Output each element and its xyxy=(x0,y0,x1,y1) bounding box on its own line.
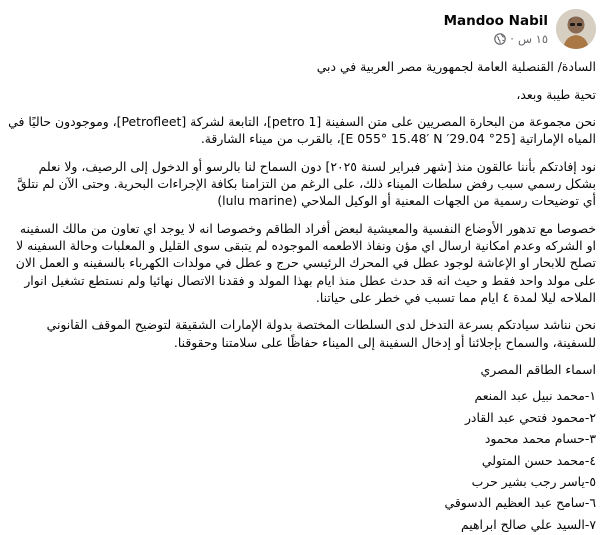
greeting-line: تحية طيبة وبعد، xyxy=(516,86,596,102)
stuck-paragraph: نود إفادتكم بأننا عالقون منذ [شهر فبراير لسنة ٢٠٢٥] دون السماح لنا بالرسو أو الدخول إلى الرصيف، ولا نعلم بشكل رسمي سبب رفض سلطات الميناء ذلك، على الرغم من التزامنا بكافة الإجراءات البحرية. وحتى الآن لم نتلقَّ أي توضيحات رسمية من الجهات المعنية أو الوكيل الملاحي (lulu marine) xyxy=(16,158,596,209)
globe-icon xyxy=(494,33,506,45)
list-item: ٢-محمود فتحي عبد القادر xyxy=(464,409,596,425)
post-header xyxy=(444,9,596,49)
post-meta xyxy=(494,31,548,47)
list-item: ١-محمد نبيل عبد المنعم xyxy=(474,388,596,404)
author-name[interactable]: Mandoo Nabil xyxy=(443,12,548,29)
list-item: ٣-حسام محمد محمود xyxy=(484,431,596,447)
author-block xyxy=(444,12,548,47)
crew-list-title: اسماء الطاقم المصري xyxy=(480,362,596,378)
list-item: ٧-السيد علي صالح ابراهيم xyxy=(460,516,596,532)
intro-paragraph: نحن مجموعة من البحارة المصريين على متن السفينة [petro 1]، التابعة لشركة [Petrofleet]، وموجودون حاليًا في المياه الإماراتية [25° 29.04′ E 055° 15.48′ N]، بالقرب من ميناء الشارقة. xyxy=(8,114,596,147)
avatar-photo-icon xyxy=(556,9,596,49)
list-item: ٤-محمد حسن المتولي xyxy=(481,452,596,468)
avatar[interactable] xyxy=(556,9,596,49)
salutation-line: السادة/ القنصلية العامة لجمهورية مصر العربية في دبي xyxy=(316,59,596,74)
list-item: ٦-سامح عبد العظيم الدسوقي xyxy=(444,495,596,511)
post-body xyxy=(8,58,596,535)
meta-separator: · xyxy=(510,31,514,46)
appeal-paragraph: نحن نناشد سيادتكم بسرعة التدخل لدى السلطات المختصة بدولة الإمارات الشقيقة لتوضيح الموقف القانوني للسفينة، والسماح بإجلائنا أو إدخال السفينة إلى الميناء حفاظًا على سلامتنا وحقوقنا. xyxy=(46,317,596,350)
crew-list xyxy=(8,385,596,535)
conditions-paragraph: خصوصا مع تدهور الأوضاع النفسية والمعيشية لبعض أفراد الطاقم وخصوصا انه لا يوجد اي تعاون من مالك السفينه او الشركه وعدم امكانية ارسال اي مؤن ونفاذ الاطعمه الموجوده لم يتبقى سوى القليل و المعلبات وحالة السفينه لا تصلح للابحار او الإعاشة لوجود عطل في المحرك الرئيسي حرج و عطل في مولدات الكهرباء بالسفينه و العمل الان على مولد واحد فقط و حيث انه قد حدث عطل منذ ايام بهذا المولد و فقدنا الاتصال نهائيا ولم نستطع تشغيل انوار الملاحه ليلا لمدة ٤ ايام مما تسبب في خطر على حياتنا. xyxy=(15,220,596,305)
post-time[interactable]: ١٥ س xyxy=(517,31,548,46)
list-item: ٥-ياسر رجب بشير حرب xyxy=(471,474,596,490)
